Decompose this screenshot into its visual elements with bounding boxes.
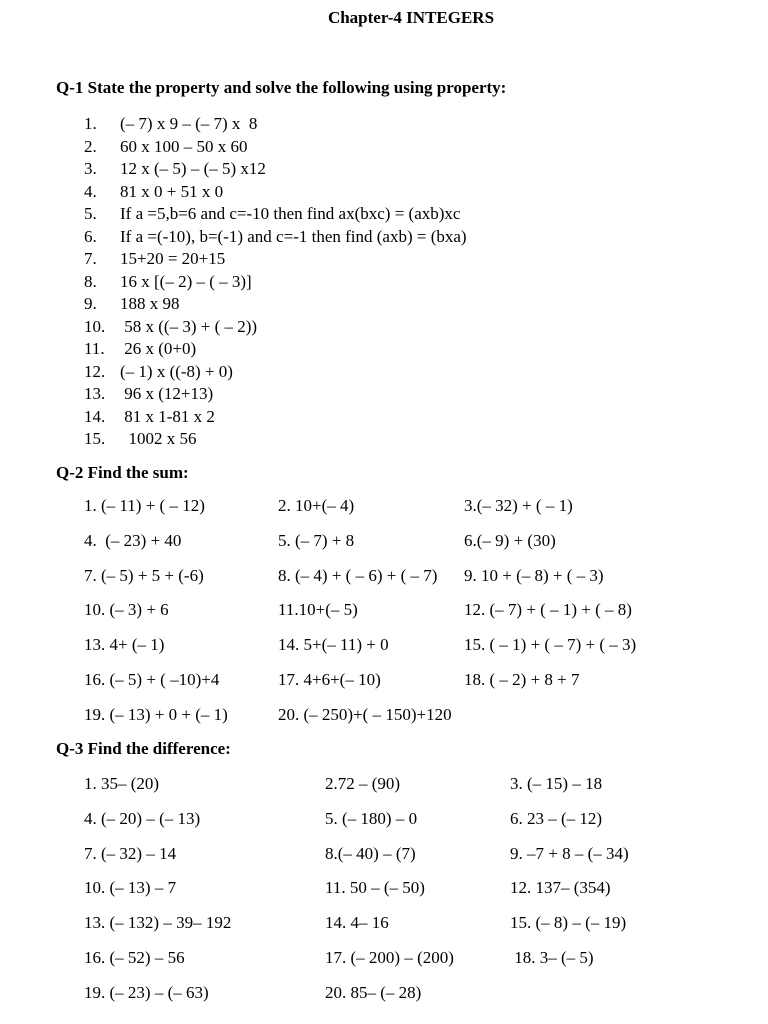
q2-question: 4. (– 23) + 40: [84, 530, 182, 550]
q3-question: 16. (– 52) – 56: [84, 947, 185, 967]
q1-item-text: 12 x (– 5) – (– 5) x12: [120, 159, 266, 178]
q2-question: 18. ( – 2) + 8 + 7: [464, 669, 580, 689]
q1-item-text: If a =5,b=6 and c=-10 then find ax(bxc) = (axb)xc: [120, 204, 461, 223]
q1-item: [84, 158, 467, 181]
q1-item-text: 1002 x 56: [120, 429, 197, 448]
q1-item-number: 12.: [84, 361, 106, 381]
q1-item-number: 14.: [84, 406, 106, 426]
q3-question: 2.72 – (90): [325, 774, 401, 793]
q3-question: 5. (– 180) – 0: [325, 808, 418, 828]
q3-question: 13. (– 132) – 39– 192: [84, 913, 232, 932]
q1-item: [84, 316, 467, 339]
q3-question: 15. (– 8) – (– 19): [510, 913, 627, 932]
q2-question: 2. 10+(– 4): [278, 496, 355, 515]
q1-item-number: 9.: [84, 294, 97, 313]
q1-item: [84, 293, 467, 316]
q2-heading: Q-2 Find the sum:: [56, 463, 189, 482]
q1-item-text: 188 x 98: [120, 294, 180, 313]
q1-item-text: 16 x [(– 2) – ( – 3)]: [120, 271, 252, 291]
q1-item-text: 96 x (12+13): [120, 384, 214, 403]
q1-item-number: 11.: [84, 339, 105, 358]
q2-question: 11.10+(– 5): [278, 600, 358, 620]
q1-item-number: 2.: [84, 136, 97, 156]
q1-item-number: 6.: [84, 226, 97, 246]
q2-question: 10. (– 3) + 6: [84, 600, 169, 620]
q3-question: 7. (– 32) – 14: [84, 843, 177, 863]
q3-question: 3. (– 15) – 18: [510, 774, 603, 793]
q1-item: [84, 248, 467, 271]
q2-question: 13. 4+ (– 1): [84, 635, 165, 654]
q3-question: 6. 23 – (– 12): [510, 808, 603, 828]
q1-item-text: (– 1) x ((-8) + 0): [120, 361, 233, 381]
q2-question: 15. ( – 1) + ( – 7) + ( – 3): [464, 635, 637, 654]
q3-question: 8.(– 40) – (7): [325, 843, 416, 863]
q1-item-number: 15.: [84, 429, 106, 448]
document-title: Chapter-4 INTEGERS: [327, 8, 495, 27]
q3-question: 20. 85– (– 28): [325, 982, 422, 1002]
q1-question-list: [84, 113, 467, 451]
q1-item-number: 5.: [84, 204, 97, 223]
q1-item-text: 26 x (0+0): [120, 339, 197, 358]
q1-item: [84, 338, 467, 361]
q1-item-number: 13.: [84, 384, 106, 403]
q2-question: 9. 10 + (– 8) + ( – 3): [464, 565, 604, 585]
q2-question: 7. (– 5) + 5 + (-6): [84, 565, 204, 585]
q2-question: 12. (– 7) + ( – 1) + ( – 8): [464, 600, 632, 620]
q1-item-text: 60 x 100 – 50 x 60: [120, 136, 248, 156]
q1-item-number: 7.: [84, 249, 97, 268]
q1-item: [84, 113, 467, 136]
q2-question: 6.(– 9) + (30): [464, 530, 556, 550]
q2-question: 3.(– 32) + ( – 1): [464, 496, 573, 515]
q3-question: 18. 3– (– 5): [510, 947, 594, 967]
q1-item: [84, 226, 467, 249]
q1-item: [84, 271, 467, 294]
q3-question: 19. (– 23) – (– 63): [84, 982, 209, 1002]
q1-item-number: 4.: [84, 181, 97, 201]
q3-question: 4. (– 20) – (– 13): [84, 808, 201, 828]
q1-item: [84, 383, 467, 406]
q2-question: 16. (– 5) + ( –10)+4: [84, 669, 220, 689]
q1-item: [84, 136, 467, 159]
q2-question: 8. (– 4) + ( – 6) + ( – 7): [278, 565, 438, 585]
q1-item-text: 81 x 1-81 x 2: [120, 406, 215, 426]
q1-item: [84, 203, 467, 226]
q1-item: [84, 181, 467, 204]
q2-question: 5. (– 7) + 8: [278, 530, 355, 550]
q1-item-text: If a =(-10), b=(-1) and c=-1 then find (axb) = (bxa): [120, 226, 467, 246]
q2-question: 1. (– 11) + ( – 12): [84, 496, 205, 515]
q3-heading: Q-3 Find the difference:: [56, 739, 231, 758]
q2-question: 20. (– 250)+( – 150)+120: [278, 704, 452, 724]
q1-item-number: 10.: [84, 316, 106, 336]
q3-question: 9. –7 + 8 – (– 34): [510, 843, 629, 863]
q1-item-text: 58 x ((– 3) + ( – 2)): [120, 316, 258, 336]
q1-item-number: 8.: [84, 271, 97, 291]
q3-question: 14. 4– 16: [325, 913, 389, 932]
q3-question: 1. 35– (20): [84, 774, 160, 793]
q1-item: [84, 406, 467, 429]
q3-question: 17. (– 200) – (200): [325, 947, 454, 967]
q1-item-text: 81 x 0 + 51 x 0: [120, 181, 224, 201]
q2-question: 17. 4+6+(– 10): [278, 669, 381, 689]
q2-question: 14. 5+(– 11) + 0: [278, 635, 389, 654]
q1-item-number: 3.: [84, 159, 97, 178]
q1-item-text: 15+20 = 20+15: [120, 249, 226, 268]
q1-item-text: (– 7) x 9 – (– 7) x 8: [120, 114, 258, 133]
q3-question: 11. 50 – (– 50): [325, 878, 425, 898]
q1-heading: Q-1 State the property and solve the following using property:: [56, 78, 507, 97]
q3-question: 10. (– 13) – 7: [84, 878, 177, 898]
q1-item-number: 1.: [84, 114, 97, 133]
q2-question: 19. (– 13) + 0 + (– 1): [84, 704, 228, 724]
q1-item: [84, 428, 467, 451]
q1-item: [84, 361, 467, 384]
q3-question: 12. 137– (354): [510, 878, 611, 898]
